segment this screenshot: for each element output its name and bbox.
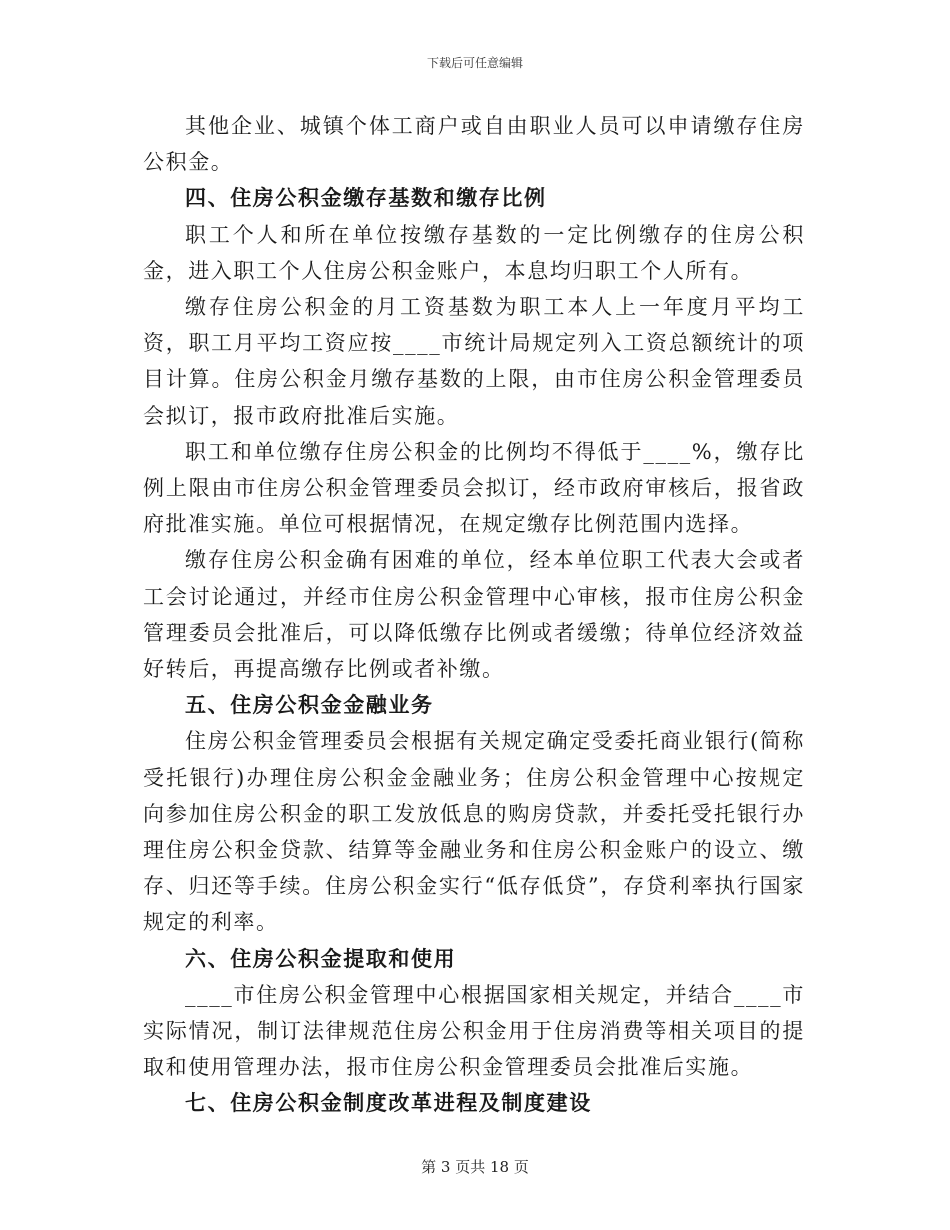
section-heading-5: 五、住房公积金金融业务 <box>185 692 434 718</box>
page-header-note: 下载后可任意编辑 <box>426 56 523 70</box>
paragraph-4-1: 职工个人和所在单位按缴存基数的一定比例缴存的住房公积金，进入职工个人住房公积金账户，本息均归职工个人所有。 <box>143 222 805 283</box>
section-heading-4: 四、住房公积金缴存基数和缴存比例 <box>185 185 547 211</box>
paragraph-intro: 其他企业、城镇个体工商户或自由职业人员可以申请缴存住房公积金。 <box>143 114 805 175</box>
document-body <box>143 108 805 1122</box>
paragraph-4-2: 缴存住房公积金的月工资基数为职工本人上一年度月平均工资，职工月平均工资应按____市统计局规定列入工资总额统计的项目计算。住房公积金月缴存基数的上限，由市住房公积金管理委员会拟订，报市政府批准后实施。 <box>143 295 805 428</box>
paragraph-5-1: 住房公积金管理委员会根据有关规定确定受委托商业银行(简称受托银行)办理住房公积金金融业务；住房公积金管理中心按规定向参加住房公积金的职工发放低息的购房贷款，并委托受托银行办理住房公积金贷款、结算等金融业务和住房公积金账户的设立、缴存、归还等手续。住房公积金实行“低存低贷”，存贷利率执行国家规定的利率。 <box>143 729 805 935</box>
section-heading-6: 六、住房公积金提取和使用 <box>185 945 457 971</box>
page-number: 第 3 页共 18 页 <box>421 1158 529 1176</box>
paragraph-6-1: ____市住房公积金管理中心根据国家相关规定，并结合____市实际情况，制订法律规范住房公积金用于住房消费等相关项目的提取和使用管理办法，报市住房公积金管理委员会批准后实施。 <box>143 982 805 1080</box>
paragraph-4-4: 缴存住房公积金确有困难的单位，经本单位职工代表大会或者工会讨论通过，并经市住房公积金管理中心审核，报市住房公积金管理委员会批准后，可以降低缴存比例或者缓缴；待单位经济效益好转后，再提高缴存比例或者补缴。 <box>143 548 805 682</box>
section-heading-7: 七、住房公积金制度改革进程及制度建设 <box>185 1090 592 1116</box>
paragraph-4-3: 职工和单位缴存住房公积金的比例均不得低于____%，缴存比例上限由市住房公积金管理委员会拟订，经市政府审核后，报省政府批准实施。单位可根据情况，在规定缴存比例范围内选择。 <box>143 439 805 537</box>
